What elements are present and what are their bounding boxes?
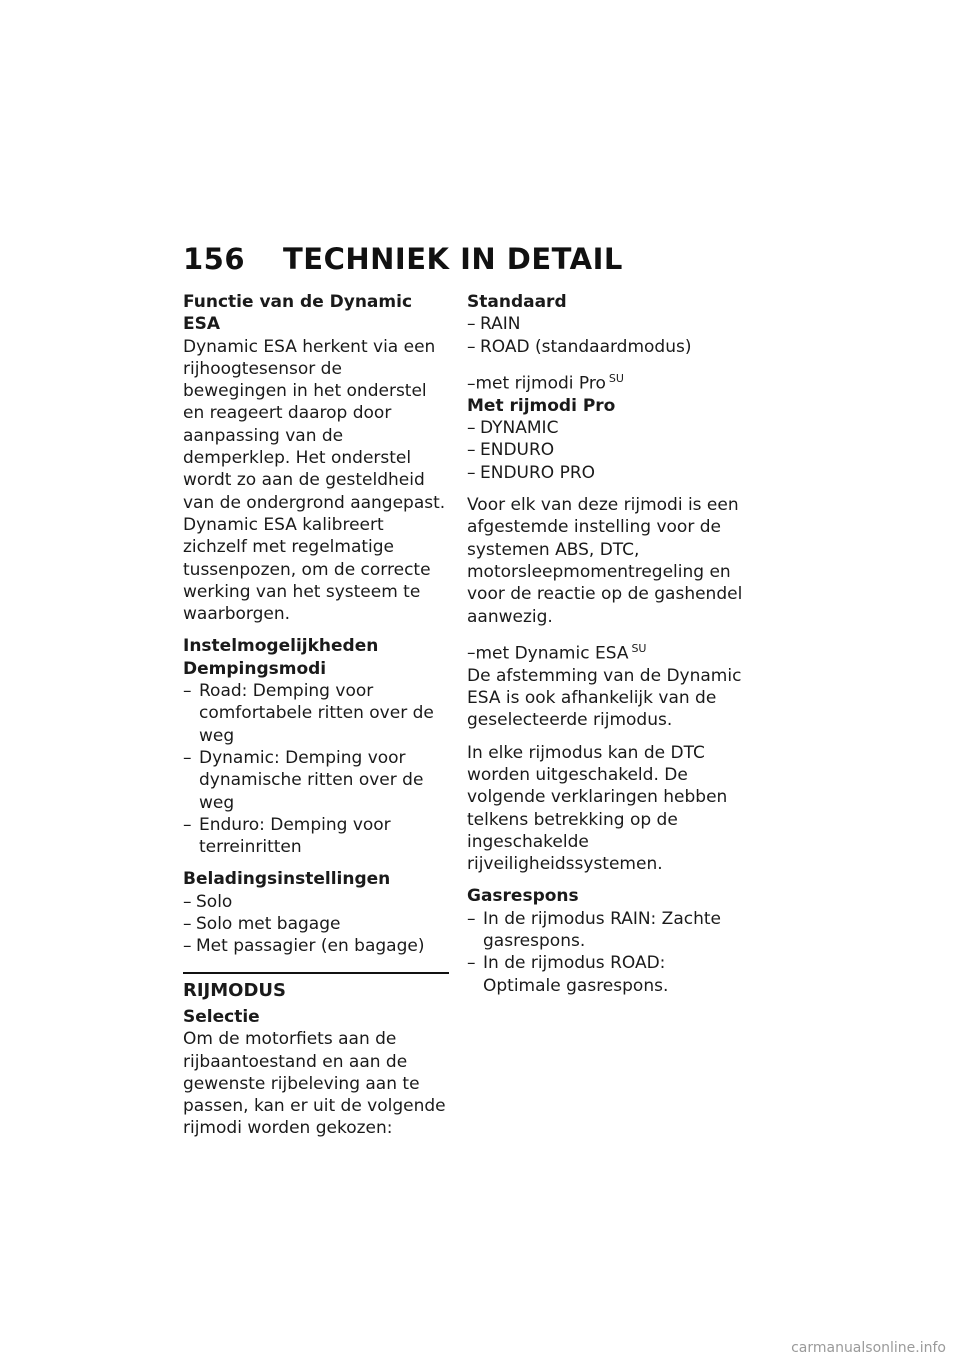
esa-condition xyxy=(467,638,747,665)
list-item: – In de rijmodus ROAD: Optimale gasrespons. xyxy=(467,952,747,997)
pro-condition xyxy=(467,368,747,395)
esa-condition-text: met Dynamic ESA xyxy=(475,643,629,664)
list-item: – Road: Demping voor comfortabele ritten over de weg xyxy=(183,680,449,747)
throttle-list xyxy=(467,908,747,997)
esa-mode-paragraph: De afstemming van de Dynamic ESA is ook afhankelijk van de geselecteerde rijmodus. xyxy=(467,665,742,731)
list-item: – Solo xyxy=(183,891,449,913)
watermark: carmanualsonline.info xyxy=(791,1340,946,1356)
esa-condition-sup: SU xyxy=(631,641,647,655)
modes-paragraph: Voor elk van deze rijmodi is een afgestemde instelling voor de systemen ABS, DTC, motorsleepmomentregeling en voor de reactie op de gashendel aanwezig. xyxy=(467,495,743,627)
page-title: TECHNIEK IN DETAIL xyxy=(283,242,623,276)
list-item: – DYNAMIC xyxy=(467,417,747,439)
list-item: – ENDURO xyxy=(467,439,747,461)
list-item: – Enduro: Demping voor terreinritten xyxy=(183,814,449,859)
load-heading: Beladingsinstellingen xyxy=(183,869,391,890)
page-header xyxy=(183,242,623,276)
section-title: RIJMODUS xyxy=(183,979,286,1001)
list-item: – Dynamic: Demping voor dynamische ritten over de weg xyxy=(183,747,449,814)
list-item: – Solo met bagage xyxy=(183,913,449,935)
list-item: – RAIN xyxy=(467,313,747,335)
list-item: – ROAD (standaardmodus) xyxy=(467,336,747,358)
list-item: – In de rijmodus RAIN: Zachte gasrespons. xyxy=(467,908,747,953)
selection-paragraph: Om de motorfiets aan de rijbaantoestand en aan de gewenste rijbeleving aan te passen, kan er uit de volgende rijmodi worden gekozen: xyxy=(183,1029,446,1139)
standard-heading: Standaard xyxy=(467,292,567,312)
settings-heading: Instelmogelijkheden xyxy=(183,636,379,657)
pro-list xyxy=(467,417,747,484)
right-column xyxy=(467,291,747,1007)
left-column xyxy=(183,291,449,1150)
dtc-paragraph: In elke rijmodus kan de DTC worden uitgeschakeld. De volgende verklaringen hebben telkens betrekking op de ingeschakelde rijveiligheidssystemen. xyxy=(467,742,728,875)
esa-paragraph: Dynamic ESA herkent via een rijhoogtesensor de bewegingen in het onderstel en reageert daarop door aanpassing van de demperklep. Het onderstel wordt zo aan de gesteldheid van de ondergrond aangepast. Dynamic ESA kalibreert zichzelf met regelmatige tussenpozen, om de correcte werking van het systeem te waarborgen. xyxy=(183,336,446,625)
damping-list xyxy=(183,680,449,858)
load-list xyxy=(183,891,449,958)
selection-heading: Selectie xyxy=(183,1006,260,1027)
section-divider xyxy=(183,972,449,974)
damping-heading: Dempingsmodi xyxy=(183,658,327,679)
pro-heading: Met rijmodi Pro xyxy=(467,395,616,416)
page-number: 156 xyxy=(183,242,246,276)
list-item: – Met passagier (en bagage) xyxy=(183,935,449,957)
pro-condition-sup: SU xyxy=(608,371,624,385)
esa-heading: Functie van de Dynamic ESA xyxy=(183,292,413,335)
list-item: – ENDURO PRO xyxy=(467,462,747,484)
standard-list xyxy=(467,313,747,358)
pro-condition-text: met rijmodi Pro xyxy=(475,373,606,394)
throttle-heading: Gasrespons xyxy=(467,886,579,907)
